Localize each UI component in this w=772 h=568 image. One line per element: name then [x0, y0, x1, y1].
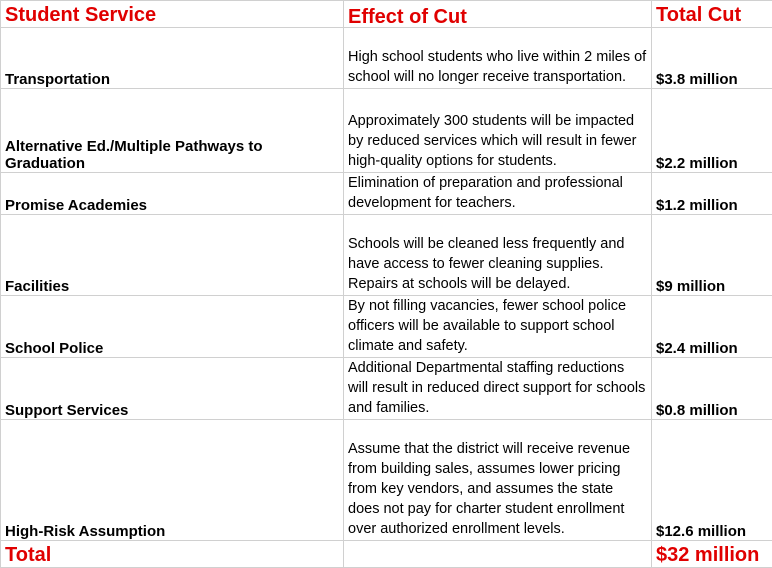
row-cut: $3.8 million [652, 28, 772, 89]
row-effect-text: Schools will be cleaned less frequently and have access to fewer cleaning supplies. Repairs at schools will be delayed. [348, 234, 647, 295]
table-row [1, 173, 772, 215]
table-row [1, 296, 772, 358]
header-student-service: Student Service [1, 1, 344, 28]
row-effect [344, 296, 652, 358]
header-total-cut: Total Cut [652, 1, 772, 28]
row-effect [344, 358, 652, 420]
row-effect [344, 28, 652, 89]
row-service: Transportation [1, 28, 344, 89]
row-service: School Police [1, 296, 344, 358]
row-effect-text: High school students who live within 2 miles of school will no longer receive transportation. [348, 47, 647, 88]
total-label: Total [1, 541, 344, 568]
row-effect [344, 215, 652, 296]
row-service: Alternative Ed./Multiple Pathways to Graduation [1, 89, 344, 173]
table-row [1, 89, 772, 173]
total-effect-empty [344, 541, 652, 568]
header-effect-of-cut: Effect of Cut [344, 1, 652, 28]
row-cut: $2.4 million [652, 296, 772, 358]
table-row [1, 28, 772, 89]
row-effect-text: Assume that the district will receive revenue from building sales, assumes lower pricing from key vendors, and assumes the state does not pay for charter student enrollment over authorized enrollment levels. [348, 439, 647, 540]
row-service: Promise Academies [1, 173, 344, 215]
row-effect [344, 89, 652, 173]
row-service: Support Services [1, 358, 344, 420]
header-row [1, 1, 772, 28]
table-row [1, 358, 772, 420]
row-service: Facilities [1, 215, 344, 296]
row-effect [344, 173, 652, 215]
row-effect-text: Additional Departmental staffing reductions will result in reduced direct support for schools and families. [348, 358, 647, 419]
row-cut: $2.2 million [652, 89, 772, 173]
table-row [1, 215, 772, 296]
row-cut: $9 million [652, 215, 772, 296]
row-effect-text: By not filling vacancies, fewer school police officers will be available to support school climate and safety. [348, 296, 647, 357]
total-cut: $32 million [652, 541, 772, 568]
row-cut: $1.2 million [652, 173, 772, 215]
row-cut: $12.6 million [652, 420, 772, 541]
table-row [1, 420, 772, 541]
row-effect [344, 420, 652, 541]
row-effect-text: Elimination of preparation and professional development for teachers. [348, 173, 647, 214]
total-row [1, 541, 772, 568]
row-cut: $0.8 million [652, 358, 772, 420]
row-service: High-Risk Assumption [1, 420, 344, 541]
row-effect-text: Approximately 300 students will be impacted by reduced services which will result in fewer high-quality options for students. [348, 111, 647, 172]
